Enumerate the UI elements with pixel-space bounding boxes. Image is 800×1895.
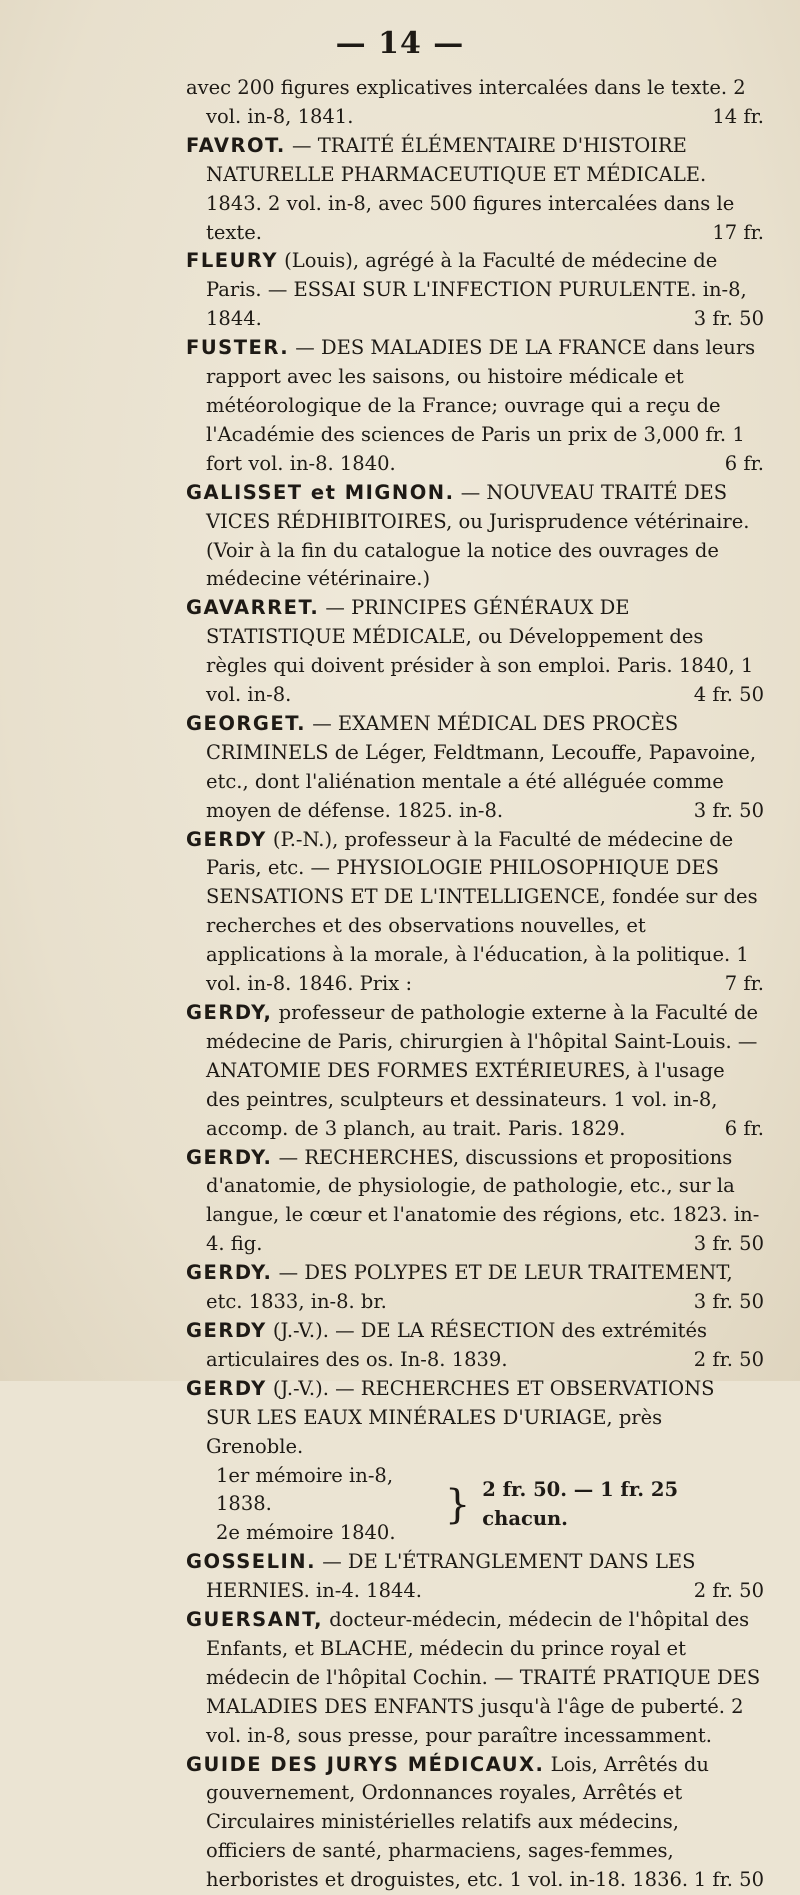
entry-price: 6 fr.	[724, 1116, 764, 1140]
catalogue-entry	[186, 74, 764, 132]
catalogue-entry	[186, 999, 764, 1144]
entry-author: FLEURY	[186, 249, 278, 273]
entry-author: GUIDE DES JURYS MÉDICAUX.	[186, 1752, 545, 1776]
catalogue-entry	[186, 247, 764, 334]
page-number: — 14 —	[335, 26, 465, 61]
catalogue-entry	[186, 594, 764, 710]
catalogue-entry	[186, 1259, 764, 1317]
catalogue-entry	[186, 1144, 764, 1260]
entry-text: docteur-médecin, médecin de l'hôpital des Enfants, et BLACHE, médecin du prince royal et médecin de l'hôpital Cochin. — TRAITÉ PRATIQUE DES MALADIES DES ENFANTS jusqu'à l'âge de puberté. 2 vol. in-8, sous presse, pour paraître incessamment.	[206, 1608, 761, 1747]
entry-text: (J.-V.). — DE LA RÉSECTION des extrémités articulaires des os. In-8. 1839.	[206, 1318, 708, 1371]
memoirs-price: 2 fr. 50. — 1 fr. 25 chacun.	[482, 1477, 679, 1530]
entry-text: — RECHERCHES, discussions et propositions d'anatomie, de physiologie, de pathologie, etc., sur la langue, le cœur et l'anatomie des régions, etc. 1823. in-4. fig.	[206, 1145, 760, 1256]
entry-price: 3 fr. 50	[693, 1232, 764, 1256]
entry-author: GERDY.	[186, 1145, 273, 1169]
entry-text: Lois, Arrêtés du gouvernement, Ordonnances royales, Arrêtés et Circulaires ministérielles relatifs aux médecins, officiers de santé, pharmaciens, sages-femmes, herboristes et droguistes, etc. 1 vol. in-18. 1836.	[206, 1752, 709, 1892]
entry-price: 6 fr.	[724, 451, 764, 475]
catalogue-entry	[186, 1548, 764, 1606]
entry-author: GAVARRET.	[186, 596, 320, 620]
entry-author: GERDY	[186, 1376, 267, 1400]
catalogue-entry	[186, 1751, 764, 1895]
entry-author: FAVROT.	[186, 133, 286, 157]
catalogue-entries	[186, 74, 764, 1895]
entry-price: 3 fr. 50	[693, 307, 764, 331]
entry-price: 7 fr.	[724, 972, 764, 996]
brace: }	[444, 1481, 471, 1528]
entry-price: 3 fr. 50	[693, 1290, 764, 1314]
entry-text: — EXAMEN MÉDICAL DES PROCÈS CRIMINELS de Léger, Feldtmann, Lecouffe, Papavoine, etc., dont l'aliénation mentale a été alléguée comme moyen de défense. 1825. in-8.	[206, 711, 757, 822]
entry-author: GUERSANT,	[186, 1608, 324, 1632]
catalogue-entry	[186, 1375, 764, 1462]
entry-author: GALISSET et MIGNON.	[186, 480, 455, 504]
entry-price: 3 fr. 50	[693, 798, 764, 822]
entry-text: — TRAITÉ ÉLÉMENTAIRE D'HISTOIRE NATURELLE PHARMACEUTIQUE ET MÉDICALE. 1843. 2 vol. in-8, avec 500 figures intercalées dans le texte.	[206, 133, 735, 244]
entry-author: GERDY.	[186, 1261, 273, 1285]
catalogue-entry	[186, 334, 764, 479]
entry-author: GOSSELIN.	[186, 1550, 317, 1574]
entry-author: GERDY	[186, 1318, 267, 1342]
catalogue-entry	[186, 1317, 764, 1375]
entry-text: — DES MALADIES DE LA FRANCE dans leurs rapport avec les saisons, ou histoire médicale et météorologique de la France; ouvrage qui a reçu de l'Académie des sciences de Paris un prix de 3,000 fr. 1 fort vol. in-8. 1840.	[206, 336, 756, 475]
entry-author: GERDY,	[186, 1001, 273, 1024]
entry-price: 2 fr. 50	[693, 1347, 764, 1371]
entry-price: 2 fr. 50	[693, 1579, 764, 1603]
catalogue-entry	[186, 826, 764, 999]
entry-author: FUSTER.	[186, 336, 290, 360]
entry-text: (J.-V.). — RECHERCHES ET OBSERVATIONS SUR LES EAUX MINÉRALES D'URIAGE, près Grenoble.	[206, 1376, 715, 1458]
catalogue-entry	[186, 710, 764, 826]
entry-text: avec 200 figures explicatives intercalées dans le texte. 2 vol. in-8, 1841.	[186, 76, 746, 128]
entry-text: — DE L'ÉTRANGLEMENT DANS LES HERNIES. in-4. 1844.	[206, 1550, 696, 1603]
memoirs-block	[216, 1462, 764, 1549]
entry-price: 4 fr. 50	[693, 683, 764, 707]
entry-price: 1 fr. 50	[693, 1868, 764, 1892]
entry-text: — PRINCIPES GÉNÉRAUX DE STATISTIQUE MÉDICALE, ou Développement des règles qui doivent présider à son emploi. Paris. 1840, 1 vol. in-8.	[206, 596, 754, 707]
memoir-second: 2e mémoire 1840.	[216, 1521, 396, 1545]
entry-text: — DES POLYPES ET DE LEUR TRAITEMENT, etc. 1833, in-8. br.	[206, 1261, 733, 1314]
entry-author: GEORGET.	[186, 711, 306, 735]
entry-author: GERDY	[186, 827, 267, 851]
entry-text: — NOUVEAU TRAITÉ DES VICES RÉDHIBITOIRES, ou Jurisprudence vétérinaire. (Voir à la fin du catalogue la notice des ouvrages de médecine vétérinaire.)	[206, 480, 750, 591]
entry-text: professeur de pathologie externe à la Faculté de médecine de Paris, chirurgien à l'hôpital Saint-Louis. — ANATOMIE DES FORMES EXTÉRIEURES, à l'usage des peintres, sculpteurs et dessinateurs. 1 vol. in-8, accomp. de 3 planch, au trait. Paris. 1829.	[206, 1001, 759, 1140]
catalogue-entry	[186, 1606, 764, 1751]
entry-price: 14 fr.	[712, 104, 764, 128]
entry-text: (Louis), agrégé à la Faculté de médecine de Paris. — ESSAI SUR L'INFECTION PURULENTE. in-8, 1844.	[206, 249, 747, 331]
catalogue-entry	[186, 479, 764, 595]
memoir-first: 1er mémoire in-8, 1838.	[216, 1463, 394, 1516]
memoirs-list	[216, 1462, 441, 1549]
catalogue-entry	[186, 132, 764, 248]
entry-price: 17 fr.	[712, 220, 764, 244]
entry-text: (P.-N.), professeur à la Faculté de médecine de Paris, etc. — PHYSIOLOGIE PHILOSOPHIQUE DES SENSATIONS ET DE L'INTELLIGENCE, fondée sur des recherches et des observations nouvelles, et applications à la morale, à l'éducation, à la politique. 1 vol. in-8. 1846. Prix :	[206, 827, 758, 996]
